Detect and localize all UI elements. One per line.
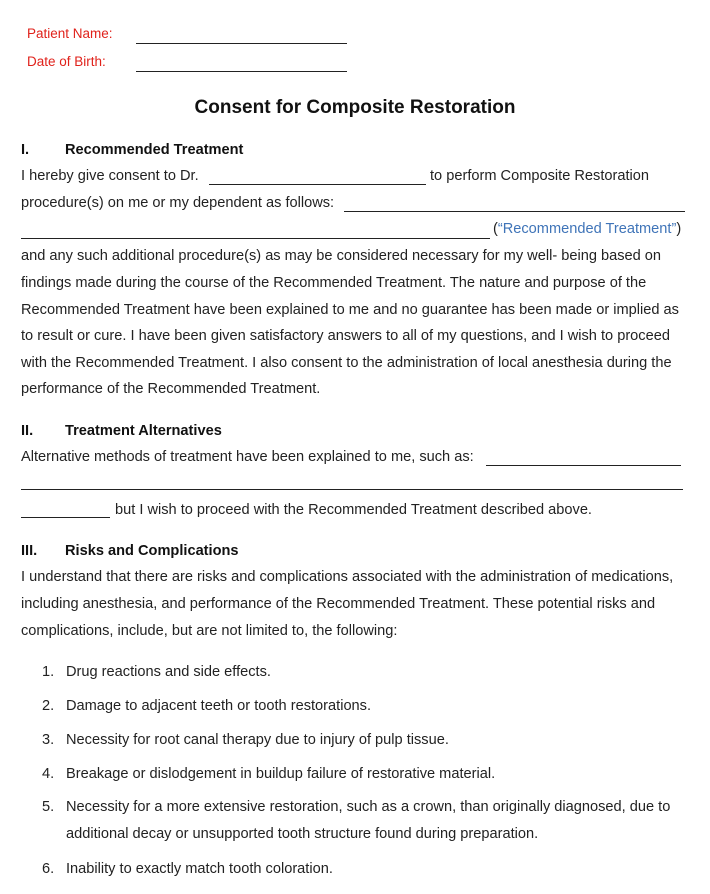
procedure-field-2[interactable] [21, 238, 490, 239]
list-item: Necessity for root canal therapy due to injury of pulp tissue. [66, 732, 449, 748]
section-1-heading: Recommended Treatment [65, 142, 244, 158]
section-1-para-line: with the Recommended Treatment. I also consent to the administration of local anesthesia during the [21, 355, 672, 371]
list-item: Breakage or dislodgement in buildup failure of restorative material. [66, 766, 496, 782]
section-3-para-line: I understand that there are risks and complications associated with the administration of medications, [21, 569, 674, 585]
list-item-continuation: additional decay or unsupported tooth structure found during preparation. [66, 826, 539, 842]
list-item-number: 4. [42, 766, 55, 782]
section-1-para-line: performance of the Recommended Treatment. [21, 381, 321, 397]
section-1-para-line: to result or cure. I have been given satisfactory answers to all of my questions, and I wish to proceed [21, 328, 670, 344]
section-1-line-1a: I hereby give consent to Dr. [21, 168, 199, 184]
list-item-number: 3. [42, 732, 55, 748]
list-item-number: 2. [42, 698, 55, 714]
list-item: Drug reactions and side effects. [66, 664, 271, 680]
patient-name-label: Patient Name: [27, 26, 113, 41]
paren-open: ( [493, 221, 498, 237]
section-2-line-3: but I wish to proceed with the Recommended Treatment described above. [115, 502, 592, 518]
list-item: Inability to exactly match tooth coloration. [66, 861, 333, 877]
alternatives-field-1[interactable] [486, 465, 681, 466]
dob-label: Date of Birth: [27, 54, 106, 69]
list-item: Damage to adjacent teeth or tooth restorations. [66, 698, 372, 714]
section-3-number: III. [21, 543, 38, 559]
list-item-number: 5. [42, 799, 55, 815]
section-2-number: II. [21, 423, 34, 439]
section-2-heading: Treatment Alternatives [65, 423, 222, 439]
section-1-para-line: Recommended Treatment have been explained to me and no guarantee has been made or implied as [21, 302, 679, 318]
section-1-para-line: and any such additional procedure(s) as may be considered necessary for my well- being based on [21, 248, 662, 264]
list-item-number: 6. [42, 861, 55, 877]
section-3-para-line: including anesthesia, and performance of the Recommended Treatment. These potential risks and [21, 596, 656, 612]
section-1-line-2: procedure(s) on me or my dependent as follows: [21, 195, 335, 211]
section-3-para-line: complications, include, but are not limited to, the following: [21, 623, 398, 639]
recommended-treatment-ref [493, 221, 681, 237]
recommended-treatment-term: “Recommended Treatment” [497, 221, 677, 237]
doctor-name-field[interactable] [209, 184, 426, 185]
alternatives-field-2[interactable] [21, 489, 683, 490]
section-3-heading: Risks and Complications [65, 543, 239, 559]
paren-close: ) [676, 221, 682, 237]
patient-name-field[interactable] [136, 43, 347, 44]
dob-field[interactable] [136, 71, 347, 72]
list-item-number: 1. [42, 664, 55, 680]
section-1-para-line: findings made during the course of the Recommended Treatment. The nature and purpose of the [21, 275, 647, 291]
document-title: Consent for Composite Restoration [194, 97, 516, 118]
alternatives-field-3[interactable] [21, 517, 110, 518]
procedure-field-1[interactable] [344, 211, 685, 212]
list-item: Necessity for a more extensive restoration, such as a crown, than originally diagnosed, due to [66, 799, 671, 815]
section-1-line-1b: to perform Composite Restoration [430, 168, 649, 184]
section-2-line-1: Alternative methods of treatment have been explained to me, such as: [21, 449, 474, 465]
section-1-number: I. [21, 142, 30, 158]
